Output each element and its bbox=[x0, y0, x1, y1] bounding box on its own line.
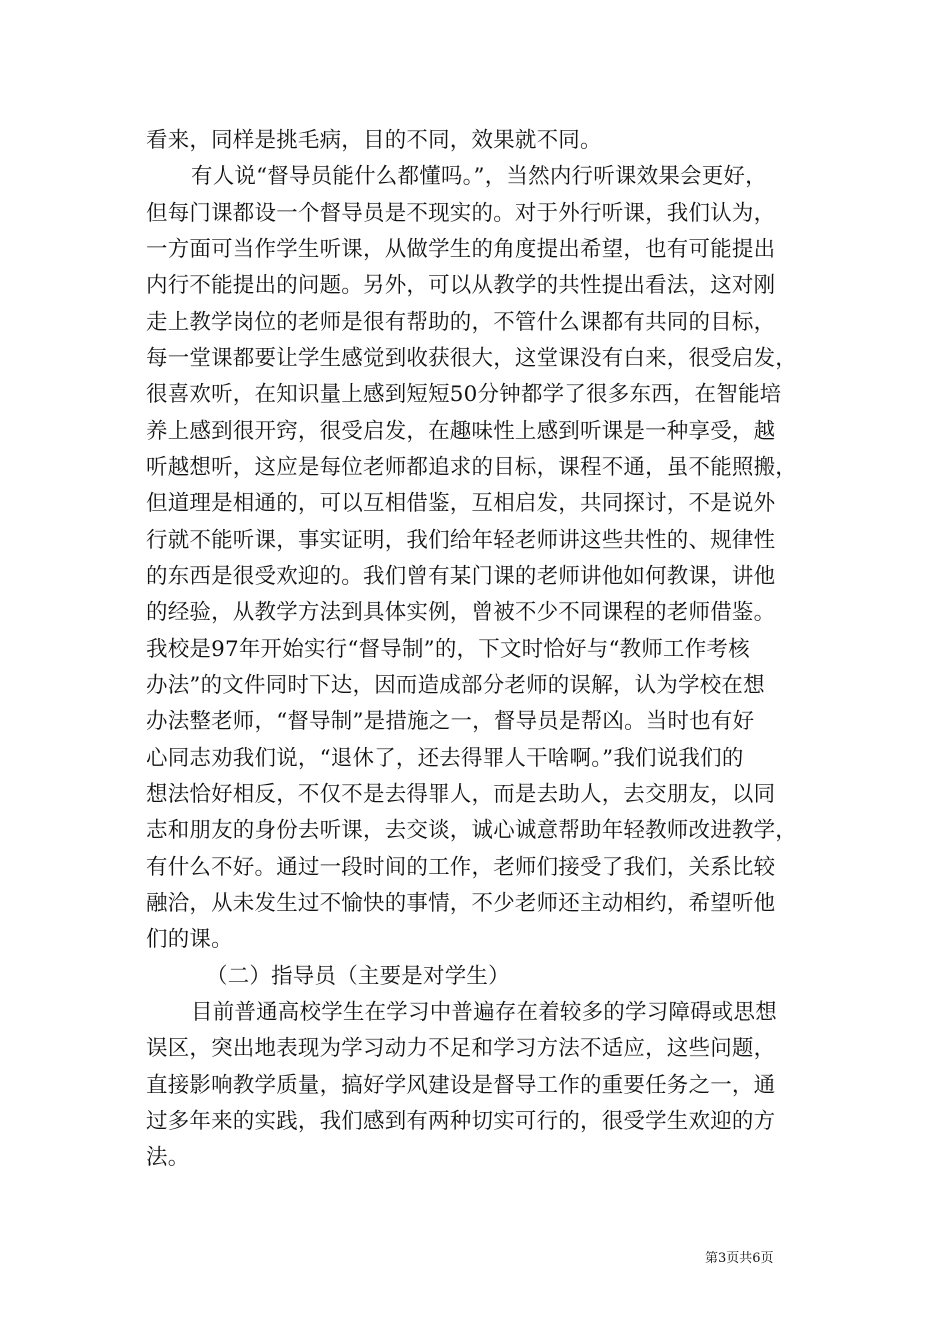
text-line: 听越想听，这应是每位老师都追求的目标，课程不通，虽不能照搬， bbox=[146, 455, 798, 480]
text-line: 一方面可当作学生听课，从做学生的角度提出希望，也有可能提出 bbox=[146, 237, 776, 262]
text-line: 行就不能听课，事实证明，我们给年轻老师讲这些共性的、规律性 bbox=[146, 528, 776, 553]
text-line: 们的课。 bbox=[146, 927, 233, 952]
text-line: 办法”的文件同时下达，因而造成部分老师的误解，认为学校在想 bbox=[146, 673, 765, 698]
text-line: 过多年来的实践，我们感到有两种切实可行的，很受学生欢迎的方 bbox=[146, 1109, 776, 1134]
text-line: 有人说“督导员能什么都懂吗。”，当然内行听课效果会更好， bbox=[191, 164, 767, 189]
text-line: 我校是97年开始实行“督导制”的，下文时恰好与“教师工作考核 bbox=[146, 637, 750, 662]
text-line: 有什么不好。通过一段时间的工作，老师们接受了我们，关系比较 bbox=[146, 855, 776, 880]
text-line: 走上教学岗位的老师是很有帮助的，不管什么课都有共同的目标， bbox=[146, 310, 776, 335]
text-line: 很喜欢听，在知识量上感到短短50分钟都学了很多东西，在智能培 bbox=[146, 382, 782, 407]
text-line: 心同志劝我们说，“退休了，还去得罪人干啥啊。”我们说我们的 bbox=[146, 746, 744, 771]
text-line: 直接影响教学质量，搞好学风建设是督导工作的重要任务之一，通 bbox=[146, 1073, 776, 1098]
text-line: 但每门课都设一个督导员是不现实的。对于外行听课，我们认为， bbox=[146, 201, 776, 226]
text-line: 内行不能提出的问题。另外，可以从教学的共性提出看法，这对刚 bbox=[146, 273, 776, 298]
text-line: 想法恰好相反，不仅不是去得罪人，而是去助人，去交朋友，以同 bbox=[146, 782, 776, 807]
text-line: 养上感到很开窍，很受启发，在趣味性上感到听课是一种享受，越 bbox=[146, 419, 776, 444]
text-line: 融洽，从未发生过不愉快的事情，不少老师还主动相约，希望听他 bbox=[146, 891, 776, 916]
text-line: 志和朋友的身份去听课，去交谈，诚心诚意帮助年轻教师改进教学， bbox=[146, 818, 798, 843]
text-line: 办法整老师，“督导制”是措施之一，督导员是帮凶。当时也有好 bbox=[146, 709, 755, 734]
text-line: 看来，同样是挑毛病，目的不同，效果就不同。 bbox=[146, 128, 602, 153]
text-line: 的经验，从教学方法到具体实例，曾被不少不同课程的老师借鉴。 bbox=[146, 600, 776, 625]
text-line: 法。 bbox=[146, 1145, 190, 1170]
page-number: 第3页共6页 bbox=[705, 1251, 774, 1266]
text-line: 每一堂课都要让学生感觉到收获很大，这堂课没有白来，很受启发， bbox=[146, 346, 798, 371]
text-line: 误区，突出地表现为学习动力不足和学习方法不适应，这些问题， bbox=[146, 1036, 776, 1061]
text-line: 但道理是相通的，可以互相借鉴，互相启发，共同探讨，不是说外 bbox=[146, 491, 776, 516]
section-heading: （二）指导员（主要是对学生） bbox=[206, 964, 510, 989]
text-line: 目前普通高校学生在学习中普遍存在着较多的学习障碍或思想 bbox=[191, 1000, 777, 1025]
text-line: 的东西是很受欢迎的。我们曾有某门课的老师讲他如何教课，讲他 bbox=[146, 564, 776, 589]
